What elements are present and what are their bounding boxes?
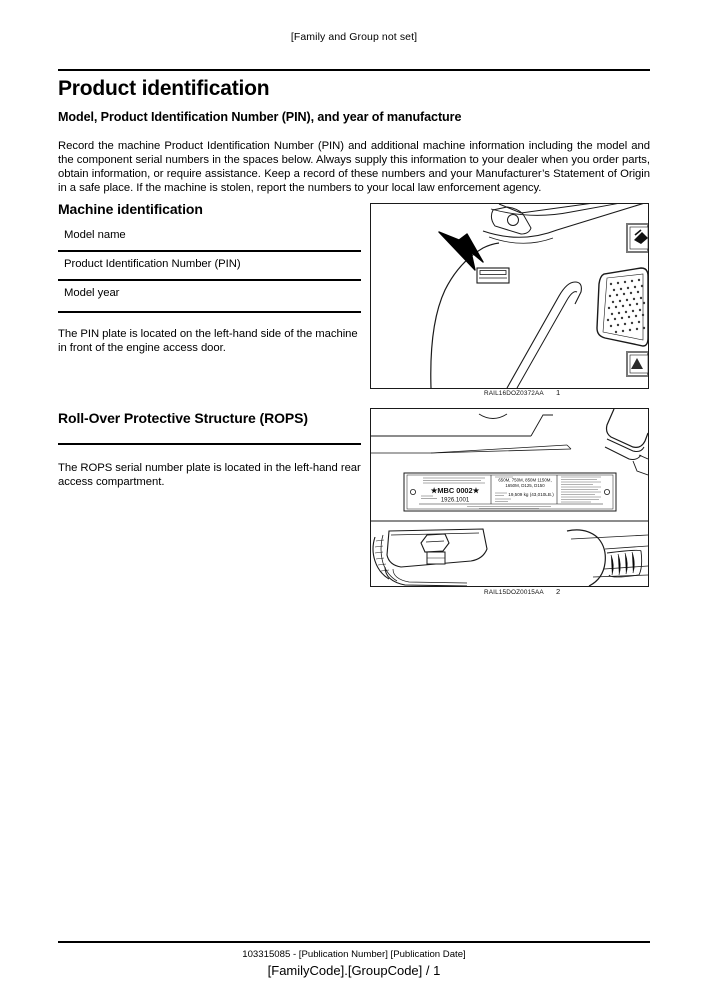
pin-plate-note: The PIN plate is located on the left-hand side of the machine in front of the engine access door. (58, 328, 358, 355)
rops-divider-rule (58, 443, 361, 445)
rops-plate-models-line1: 650M, 750M, 850M 1150M, (498, 477, 552, 483)
field-rule-model-name[interactable] (58, 250, 361, 252)
figure-1-number: 1 (556, 388, 561, 397)
section-heading-rops: Roll-Over Protective Structure (ROPS) (58, 410, 308, 426)
section-heading-model-pin-year: Model, Product Identification Number (PIN), and year of manufacture (58, 110, 462, 124)
figure-1-pin-plate-location (370, 203, 649, 389)
footer-publication-info: 103315085 - [Publication Number] [Publication Date] (242, 949, 466, 960)
page-title: Product identification (58, 77, 270, 100)
field-label-model-name: Model name (64, 229, 126, 241)
section-heading-machine-identification: Machine identification (58, 201, 203, 217)
warning-decal-upper (627, 224, 648, 252)
footer-page-reference: [FamilyCode].[GroupCode] / 1 (267, 963, 441, 978)
field-label-pin: Product Identification Number (PIN) (64, 258, 241, 270)
figure-2-rops-plate-location (370, 408, 649, 587)
title-rule (58, 69, 650, 71)
rops-plate-serial: ★MBC 0002★ (430, 486, 480, 495)
figure-1-caption: RAIL16DOZ0372AA (484, 390, 544, 397)
figure-1-illustration (371, 204, 648, 388)
rops-note: The ROPS serial number plate is located in the left-hand rear access compartment. (58, 462, 361, 489)
rops-plate-weight: 19,509 kg (43,010LB.) (508, 492, 554, 497)
figure-2-caption: RAIL15DOZ0015AA (484, 589, 544, 596)
rops-plate-models-line2: 1650M, D125, D150 (505, 483, 545, 488)
field-label-model-year: Model year (64, 287, 120, 299)
intro-paragraph: Record the machine Product Identification Number (PIN) and additional machine information including the model and the component serial numbers in the spaces below. Always supply this information to your dealer when you order parts, obtain information, or require assistance. Keep a record of these numbers and your Manufacturer’s Statement of Origin in a safe place. If the machine is stolen, report the numbers to your local law enforcement agency. (58, 140, 650, 195)
figure-2-illustration (371, 409, 648, 586)
rops-serial-plate (404, 473, 616, 511)
figure-2-number: 2 (556, 587, 561, 596)
field-rule-pin[interactable] (58, 279, 361, 281)
warning-decal-lower (627, 352, 648, 376)
rops-plate-code: 1926.1001 (440, 497, 470, 504)
running-header: [Family and Group not set] (290, 31, 418, 43)
footer-rule (58, 941, 650, 943)
field-rule-model-year[interactable] (58, 311, 361, 313)
